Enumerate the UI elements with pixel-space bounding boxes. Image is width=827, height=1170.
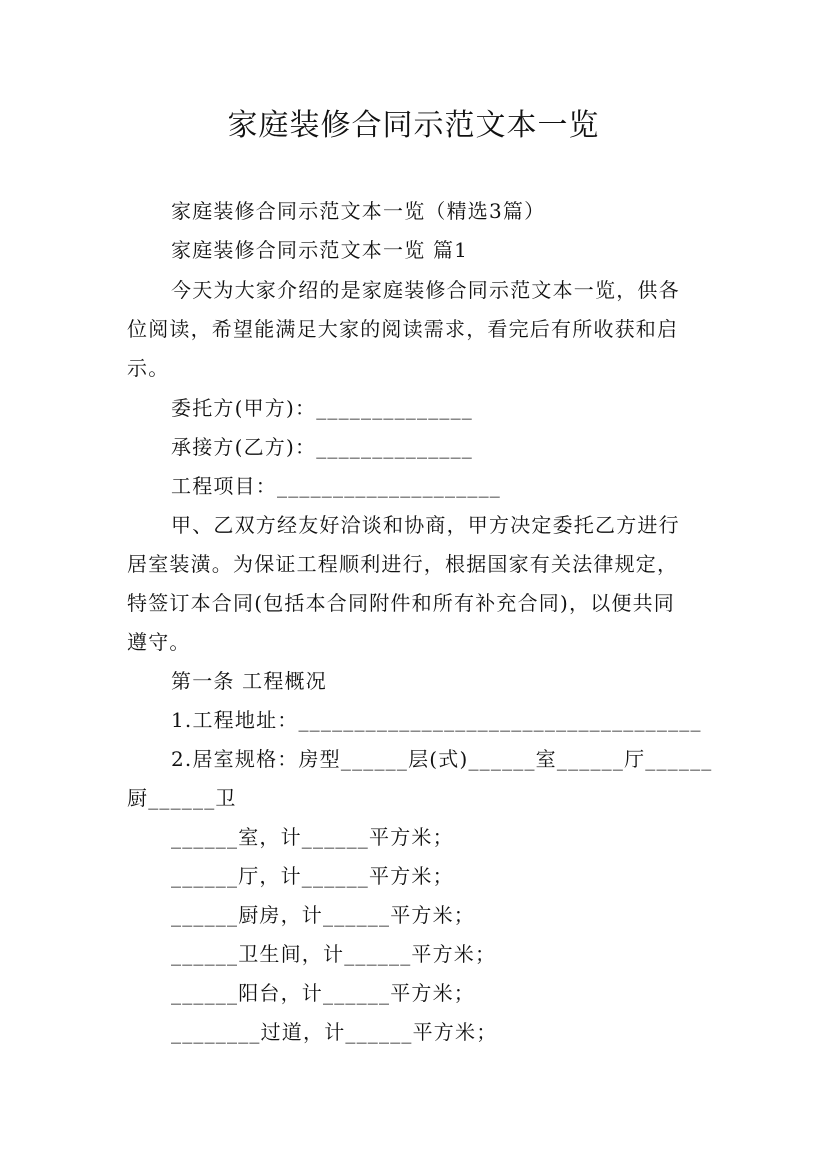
paragraph-line: 位阅读，希望能满足大家的阅读需求，看完后有所收获和启	[127, 317, 679, 341]
list-item: 2.居室规格：房型______层(式)______室______厅______	[171, 747, 713, 771]
intro-heading: 家庭装修合同示范文本一览（精选3篇）	[171, 199, 546, 223]
project-line: 工程项目：____________________	[171, 474, 501, 498]
party-a-line: 委托方(甲方)：______________	[171, 396, 474, 420]
paragraph-line: 甲、乙双方经友好洽谈和协商，甲方决定委托乙方进行	[171, 513, 680, 537]
paragraph-line: 遵守。	[127, 630, 191, 654]
list-item: 1.工程地址：____________________________________	[171, 708, 702, 732]
section-heading: 家庭装修合同示范文本一览 篇1	[171, 238, 469, 262]
paragraph-line: 今天为大家介绍的是家庭装修合同示范文本一览，供各	[171, 278, 680, 302]
paragraph-line: 特签订本合同(包括本合同附件和所有补充合同)，以便共同	[127, 591, 676, 615]
article-heading: 第一条 工程概况	[171, 669, 327, 693]
area-line: ________过道，计______平方米；	[171, 1020, 498, 1044]
list-item-continuation: 厨______卫	[127, 786, 237, 810]
paragraph-line: 示。	[127, 356, 170, 380]
party-b-line: 承接方(乙方)：______________	[171, 435, 474, 459]
area-line: ______室，计______平方米；	[171, 825, 454, 849]
area-line: ______厅，计______平方米；	[171, 864, 454, 888]
document-title: 家庭装修合同示范文本一览	[227, 108, 600, 143]
area-line: ______厨房，计______平方米；	[171, 903, 475, 927]
area-line: ______阳台，计______平方米；	[171, 981, 475, 1005]
paragraph-line: 居室装潢。为保证工程顺利进行，根据国家有关法律规定，	[127, 552, 679, 576]
area-line: ______卫生间，计______平方米；	[171, 942, 497, 966]
